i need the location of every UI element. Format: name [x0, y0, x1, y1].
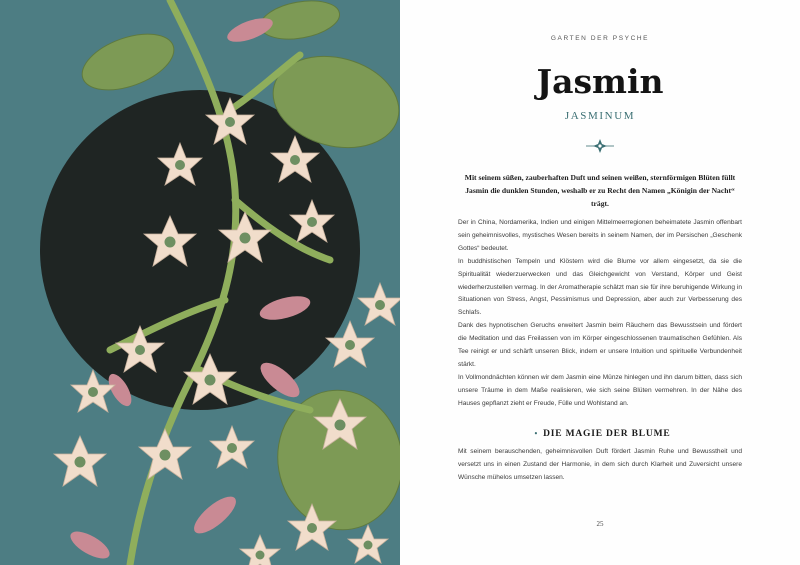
paragraph: In buddhistischen Tempeln und Klöstern wird die Blume vor allem eingesetzt, da sie die Spiritualität wiederzuerwecken und das Gleichgewicht von Verstand, Körper und Geist wiederherzustellen vermag. In der Aromatherapie schätzt man sie für ihre beruhigende Wirkung in Situationen von Stress, Angst, Pessimismus und Depression, aber auch zur Verbesserung des Schlafs. [458, 257, 742, 317]
section-heading-text: DIE MAGIE DER BLUME [543, 429, 671, 439]
section-heading [400, 429, 800, 439]
paragraph: Dank des hypnotischen Geruchs erweitert Jasmin beim Räuchern das Bewusstsein und fördert die Meditation und das Freilassen von im Körper eingeschlossenen traumatischen Gefühlen. Als Tee reinigt er und schärft unseren Blick, indem er unsere Intuition und spirituelle Verbundenheit stärkt. [458, 322, 742, 368]
latin-name: JASMINUM [564, 110, 636, 122]
paragraph: In Vollmondnächten können wir dem Jasmin eine Münze hinlegen und ihn darum bitten, dass sich unsere Träume in dem Maße realisieren, wie sich seine Blüten vermehren. In der Nähe des Hauses gepflanzt zieht er Freude, Fülle und Wohlstand an. [458, 373, 742, 407]
page-title: Jasmin [536, 62, 664, 101]
bullet-icon: • [534, 429, 539, 438]
text-page [400, 0, 800, 565]
main-text [458, 217, 742, 411]
page-number: 25 [596, 520, 604, 528]
flower-ornament-icon [586, 136, 614, 156]
paragraph: Mit seinem berauschenden, geheimnisvollen Duft fördert Jasmin Ruhe und Bewusstheit und versetzt uns in einen Zustand der Harmonie, in dem sich durch Klarheit und Zuversicht unsere Wünsche mühelos umsetzen lassen. [458, 448, 742, 481]
running-head: GARTEN DER PSYCHE [550, 35, 650, 42]
lead-paragraph: Mit seinem süßen, zauberhaften Duft und seinen weißen, sternförmigen Blüten füllt Jasmin die dunklen Stunden, weshalb er zu Recht den Namen „Königin der Nacht“ trägt. [464, 173, 736, 208]
magic-text [458, 446, 742, 485]
paragraph: Der in China, Nordamerika, Indien und einigen Mittelmeerregionen beheimatete Jasmin offenbart sein geheimnisvolles, mystisches Wesen bereits in seinem Namen, der im Persischen „Geschenk Gottes“ bedeutet. [458, 219, 742, 252]
